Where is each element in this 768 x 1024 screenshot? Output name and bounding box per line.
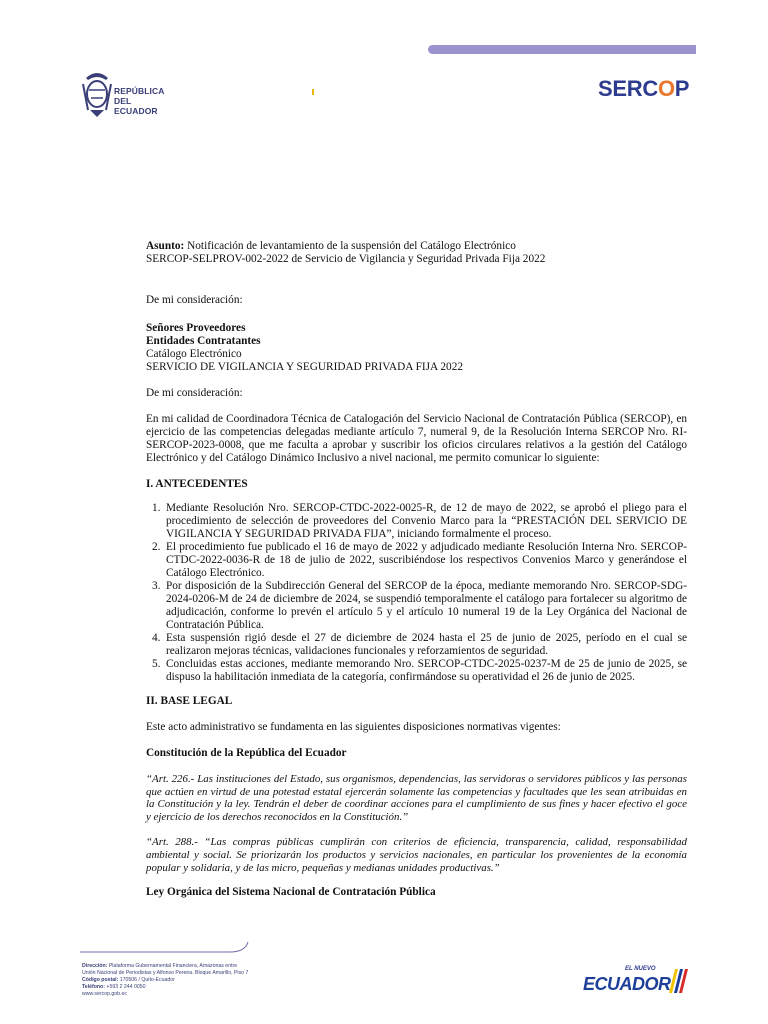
footer-direccion-value: Plataforma Gubernamental Financiera, Amazonas entre	[107, 963, 238, 969]
greeting-second: De mi consideración:	[146, 387, 243, 399]
section-base-legal-title: II. BASE LEGAL	[146, 695, 233, 707]
list-item: 3. Por disposición de la Subdirección General del SERCOP de la época, mediante memorando Nro. SERCOP-SDG-2024-0206-M de 24 de diciembre de 2024, se suspendió temporalmente el catálogo para fortalecer su algoritmo de adjudicación, conforme lo prevén el artículo 5 y el artículo 10 numeral 19 de la Ley Orgánica del Nacional de Contratación Pública.	[152, 580, 687, 631]
footer-web-link[interactable]: www.sercop.gob.ec	[82, 990, 127, 997]
coat-of-arms-icon	[80, 70, 114, 120]
list-item: 2. El procedimiento fue publicado el 16 de mayo de 2022 y adjudicado mediante Resolución Interna Nro. SERCOP-CTDC-2022-0036-R de 18 de julio de 2022, suscribiéndose los respectivos Convenios Marco y generándose el Catálogo Electrónico.	[152, 541, 687, 579]
recipient-line-4: SERVICIO DE VIGILANCIA Y SEGURIDAD PRIVADA FIJA 2022	[146, 361, 463, 373]
footer-telefono-value: +593 2 244 0050	[104, 983, 146, 990]
section-antecedentes-title: I. ANTECEDENTES	[146, 478, 248, 490]
quote-art-226: “Art. 226.- Las instituciones del Estado, sus organismos, dependencias, las servidoras o servidores públicos y las personas que actúen en virtud de una potestad estatal ejercerán solamente las competencias y facultades que les sean atribuidas en la Constitución y la ley. Tendrán el deber de coordinar acciones para el cumplimiento de sus fines y hacer efectivo el goce y ejercicio de los derechos reconocidos en la Constitución.”	[146, 773, 687, 823]
constitucion-heading: Constitución de la República del Ecuador	[146, 747, 347, 759]
list-item: 5. Concluidas estas acciones, mediante memorando Nro. SERCOP-CTDC-2025-0237-M de 25 de junio de 2025, se dispuso la habilitación inmediata de la categoría, confirmándose su operatividad el 26 de junio de 2025.	[152, 658, 687, 683]
intro-paragraph: En mi calidad de Coordinadora Técnica de Catalogación del Servicio Nacional de Contratación Pública (SERCOP), en ejercicio de las competencias delegadas mediante artículo 7, numeral 9, de la Resolución Interna SERCOP Nro. RI-SERCOP-2023-0008, que me faculta a aprobar y suscribir los oficios circulares relativos a la gestión del Catálogo Electrónico y del Catálogo Dinámico Inclusivo a nivel nacional, me permito comunicar lo siguiente:	[146, 413, 687, 464]
footer-contact	[82, 963, 248, 998]
header-accent-bar	[428, 45, 696, 54]
antecedentes-list	[146, 502, 687, 684]
republica-label: REPÚBLICA DEL ECUADOR	[114, 86, 165, 116]
asunto-text-1: Notificación de levantamiento de la suspensión del Catálogo Electrónico	[184, 240, 516, 252]
letter-body	[146, 240, 687, 899]
decorative-mark	[312, 89, 314, 95]
el-nuevo-ecuador-logo: EL NUEVO ECUADOR	[583, 965, 687, 1003]
losncp-heading: Ley Orgánica del Sistema Nacional de Contratación Pública	[146, 886, 436, 899]
asunto-line	[146, 240, 687, 253]
greeting-first: De mi consideración:	[146, 294, 243, 306]
list-item: 4. Esta suspensión rigió desde el 27 de diciembre de 2024 hasta el 25 de junio de 2025, período en el cual se realizaron mejoras técnicas, validaciones funcionales y reforzamientos de seguridad.	[152, 632, 687, 657]
recipient-line-1: Señores Proveedores	[146, 322, 246, 334]
recipient-line-2: Entidades Contratantes	[146, 335, 261, 347]
quote-art-288: “Art. 288.- “Las compras públicas cumplirán con criterios de eficiencia, transparencia, calidad, responsabilidad ambiental y social. Se priorizarán los productos y servicios nacionales, en particular los provenientes de la economía popular y solidaria, y de las micro, pequeñas y medianas unidades productivas.”	[146, 836, 687, 874]
footer-divider	[80, 940, 250, 964]
footer-telefono-label: Teléfono:	[82, 983, 105, 990]
flag-stripes-icon	[665, 967, 689, 995]
footer-direccion-line2: Unión Nacional de Periodistas y Alfonso Pereira. Bloque Amarillo, Piso 7	[82, 969, 249, 976]
list-item: 1. Mediante Resolución Nro. SERCOP-CTDC-2022-0025-R, de 12 de mayo de 2022, se aprobó el pliego para el procedimiento de selección de proveedores del Convenio Marco para la “PRESTACIÓN DEL SERVICIO DE VIGILANCIA Y SEGURIDAD PRIVADA FIJA”, iniciando formalmente el proceso.	[152, 502, 687, 540]
recipient-line-3: Catálogo Electrónico	[146, 348, 242, 360]
sercop-logo: SERCOP	[598, 76, 690, 101]
republica-logo	[80, 70, 170, 124]
asunto-label: Asunto:	[146, 240, 185, 252]
asunto-text-2: SERCOP-SELPROV-002-2022 de Servicio de Vigilancia y Seguridad Privada Fija 2022	[146, 253, 546, 265]
base-legal-intro: Este acto administrativo se fundamenta en las siguientes disposiciones normativas vigentes:	[146, 721, 561, 733]
footer-postal-label: Código postal:	[82, 976, 119, 983]
footer-postal-value: 170506 / Quito-Ecuador	[118, 976, 175, 983]
recipients-block	[146, 322, 687, 374]
footer-direccion-label: Dirección:	[82, 963, 108, 969]
